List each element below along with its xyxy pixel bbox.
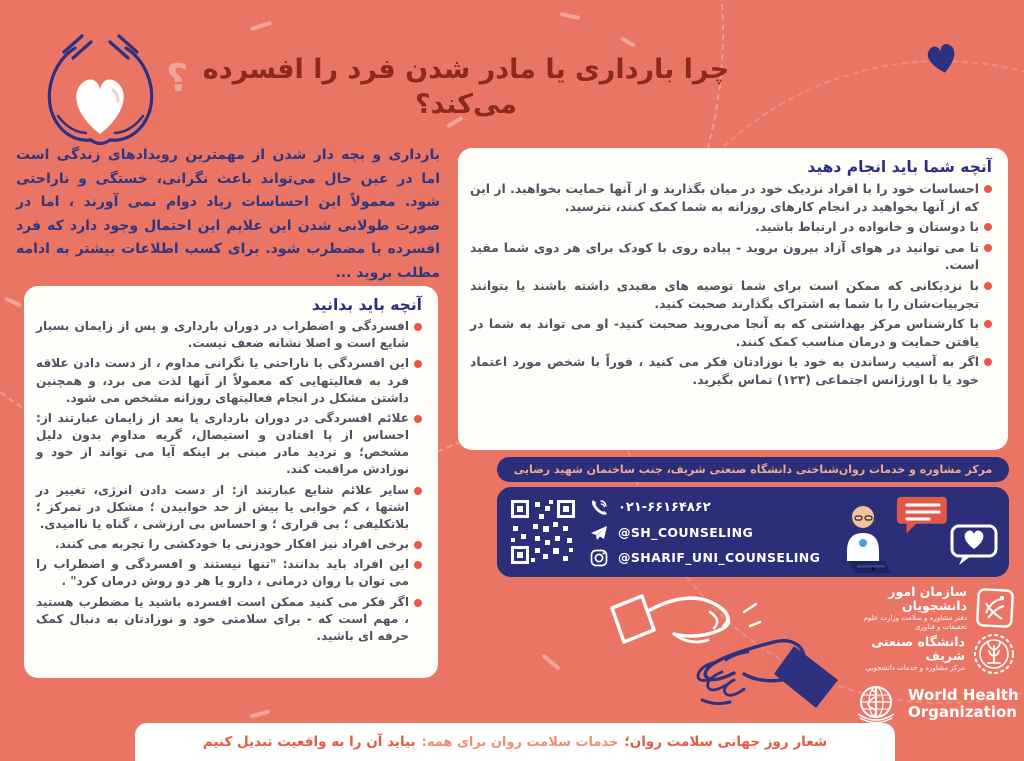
list-item (36, 318, 422, 352)
bullet-icon (984, 185, 992, 193)
decor-question-mark: ؟ (166, 56, 189, 100)
bullet-icon (984, 282, 992, 290)
speech-bubble-icon (895, 493, 951, 537)
list-item-text: اگر فکر می کنید ممکن است افسرده باشید یا مضطرب هستید ، مهم است که - برای سلامتی خود و نوزادتان به دنبال کمک حرفه ای باشید. (36, 594, 409, 643)
card-what-to-do (458, 148, 1008, 450)
card-what-to-know (24, 286, 438, 678)
instagram-handle: @SHARIF_UNI_COUNSELING (618, 550, 821, 565)
bullet-icon (414, 323, 422, 331)
card-what-to-know-list (36, 318, 422, 645)
logo-students-org (856, 585, 1016, 632)
list-item-text: با نزدیکانی که ممکن است برای شما توصیه های مفیدی داشته باشند یا بتوانند تجربیات‌شان را با شما به اشتراک بگذارند صحبت کنید. (470, 278, 979, 311)
sharif-text (856, 635, 965, 673)
bullet-icon (414, 487, 422, 495)
list-item-text: این افسردگی با ناراحتی یا نگرانی مداوم ، از دست دادن علاقه فرد به فعالیتهایی که معمولاً از آنها لذت می برد، و همچنین داشتن مشکل در انجام فعالیتهای روزانه مشخص می شود. (36, 356, 409, 405)
contact-banner (497, 487, 1009, 577)
list-item-text: سایر علائم شایع عبارتند از: از دست دادن انرژی، تغییر در اشتها ، کم خوابی یا بیش از حد خوابیدن ؛ مشکل در تمرکز ؛ بلاتکلیفی ؛ بی قراری ؛ و احساس بی ارزشی ، گناه یا ناامیدی. (36, 482, 409, 531)
list-item-text: احساسات خود را با افراد نزدیک خود در میان بگذارید و از آنها حمایت بخواهید. از این که از آنها بخواهید در انجام کارهای روزانه به شما کمک کنند، نترسید. (470, 181, 979, 214)
list-item (470, 277, 992, 312)
telegram-handle: @SH_COUNSELING (618, 525, 754, 540)
sharif-title: دانشگاه صنعتی شریف (871, 634, 965, 664)
who-line1: World Health (908, 686, 1019, 705)
who-text (908, 687, 1019, 721)
list-item-text: اگر به آسیب رساندن به خود یا نوزادتان فکر می کنید ، فوراً با شخص مورد اعتماد خود یا با اورژانس اجتماعی (۱۲۳) تماس بگیرید. (470, 354, 979, 388)
list-item-text: با دوستان و خانواده در ارتباط باشید. (755, 219, 979, 235)
card-what-to-do-title: آنچه شما باید انجام دهید (807, 158, 992, 176)
list-item (470, 218, 992, 236)
sharif-subtitle: مرکز مشاوره و خدمات دانشجویی (865, 663, 965, 672)
list-item (36, 482, 422, 534)
students-org-text (856, 585, 967, 632)
handshake-illustration (598, 582, 850, 718)
students-org-subtitle-2: تحقیقات و فناوری (914, 622, 967, 631)
bullet-icon (984, 223, 992, 231)
logo-who (852, 680, 1022, 728)
footer-slogan-bar (135, 723, 895, 761)
counselor-illustration (827, 499, 899, 575)
logo-sharif (856, 632, 1016, 676)
bullet-icon (414, 415, 422, 423)
list-item-text: این افراد باید بدانند: "تنها نیستند و افسردگی و اضطراب را می توان با روان درمانی ، دارو یا هر دو روش درمان کرد" . (36, 557, 409, 589)
students-org-emblem-icon (974, 585, 1016, 631)
students-org-subtitle-1: دفتر مشاوره و سلامت وزارت علوم (863, 613, 967, 622)
sharif-emblem-icon (972, 632, 1016, 676)
list-item-text: علائم افسردگی در دوران بارداری یا بعد از زایمان عبارتند از: احساس از پا افتادن و استیصال، گریه مداوم بدون دلیل مشخص؛ و تردید مادر مبنی بر اینکه آیا می تواند از خود و نوزادش مراقبت کند. (36, 410, 409, 477)
list-item (36, 594, 422, 646)
list-item-text: تا می توانید در هوای آزاد بیرون بروید - پیاده روی با کودک برای هر دوی شما مفید است. (470, 239, 979, 273)
list-item-text: با کارشناس مرکز بهداشتی که به آنجا می‌روید صحبت کنید- او می تواند به شما در یافتن حمایت و درمان مناسب کمک کنند. (470, 316, 979, 349)
bullet-icon (414, 360, 422, 368)
who-line2: Organization (908, 703, 1017, 721)
list-item (470, 353, 992, 388)
contact-address-strip (497, 457, 1009, 482)
list-item (36, 410, 422, 479)
telegram-row[interactable] (589, 520, 820, 545)
bullet-icon (984, 244, 992, 252)
list-item (470, 239, 992, 274)
card-what-to-know-title: آنچه باید بدانید (311, 296, 422, 314)
list-item (470, 180, 992, 215)
students-org-title: سازمان امور دانشجویان (888, 584, 967, 614)
bullet-icon (984, 320, 992, 328)
instagram-icon (589, 548, 609, 568)
list-item (470, 315, 992, 350)
contact-rows (589, 495, 820, 570)
who-emblem-icon (852, 680, 900, 728)
phone-icon (589, 498, 609, 518)
footer-slogan-middle: خدمات سلامت روان برای همه: (421, 734, 619, 750)
contact-address-text: مرکز مشاوره و خدمات روان‌شناختی دانشگاه صنعتی شریف، جنب ساختمان شهید رضایی (513, 463, 993, 476)
bullet-icon (414, 541, 422, 549)
hands-heart-illustration (28, 20, 173, 155)
list-item (36, 536, 422, 553)
decor-dash (541, 653, 560, 670)
phone-number: ۰۲۱-۶۶۱۶۴۸۶۲ (618, 500, 711, 515)
bullet-icon (414, 599, 422, 607)
qr-code[interactable] (509, 498, 577, 566)
list-item-text: برخی افراد نیز افکار خودزنی یا خودکشی را تجربه می کنند. (54, 537, 409, 552)
list-item-text: افسردگی و اضطراب در دوران بارداری و پس از زایمان بسیار شایع است و اصلا نشانه ضعف نیست. (36, 319, 409, 351)
bullet-icon (414, 561, 422, 569)
intro-paragraph: بارداری و بچه دار شدن از مهمترین رویدادهای زندگی است اما در عین حال می‌تواند باعث نگرانی، خستگی و ناراحتی شود. معمولاً این احساسات زیاد دوام نمی آورند ، اما در صورت طولانی شدن این علایم این احتمال وجود دارد که فرد افسرده یا مضطرب شود. برای کسب اطلاعات بیشتر به ادامه مطلب بروید ... (16, 147, 440, 281)
decor-dash (250, 709, 270, 718)
footer-slogan-tail: بیاید آن را به واقعیت تبدیل کنیم (202, 734, 416, 750)
bullet-icon (984, 358, 992, 366)
page-title: چرا بارداری یا مادر شدن فرد را افسرده می‌کند؟ (202, 54, 730, 121)
list-item (36, 355, 422, 407)
list-item (36, 556, 422, 590)
chat-heart-icon (949, 523, 1001, 567)
phone-row[interactable] (589, 495, 820, 520)
card-what-to-do-list (470, 180, 992, 389)
telegram-icon (589, 523, 609, 543)
heart-icon (922, 40, 962, 76)
instagram-row[interactable] (589, 545, 820, 570)
footer-slogan-lead: شعار روز جهانی سلامت روان؛ (624, 734, 828, 750)
